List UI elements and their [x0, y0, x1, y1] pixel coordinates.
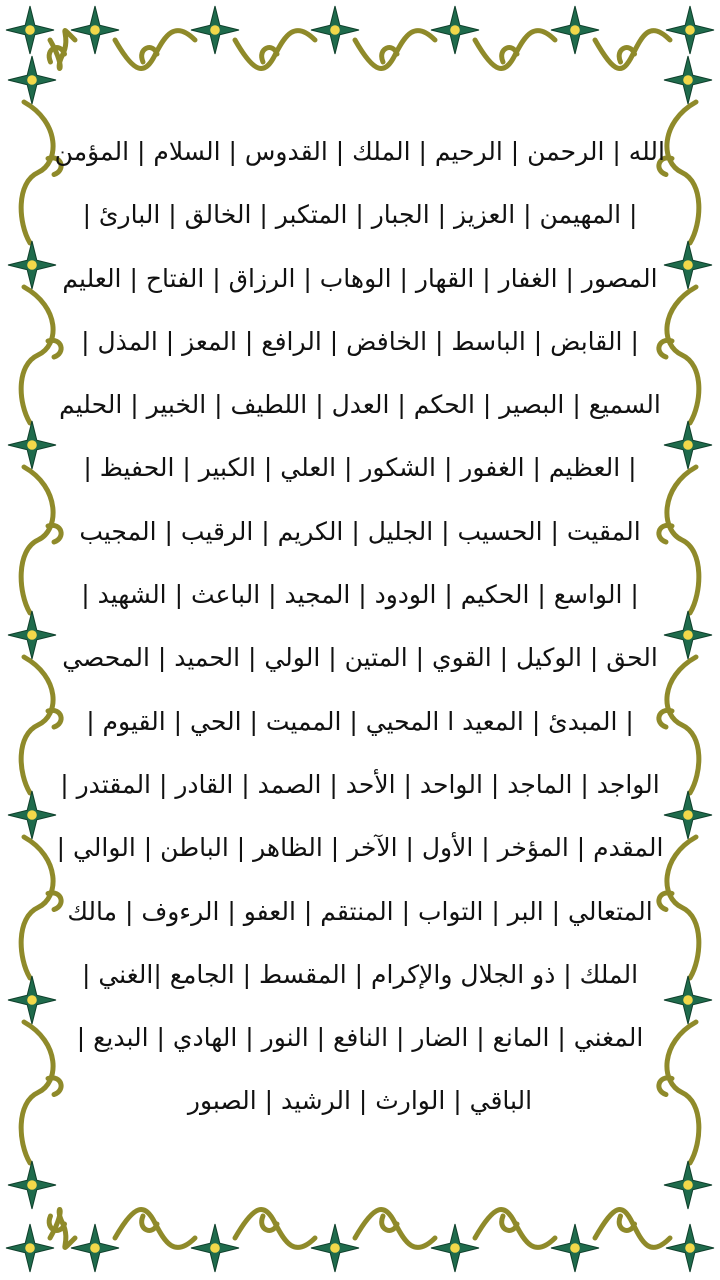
- star-ornament-icon: [664, 611, 712, 659]
- text-line: | الواسع | الحكيم | الودود | المجيد | الباعث | الشهيد |: [81, 580, 639, 610]
- star-ornament-icon: [664, 421, 712, 469]
- star-ornament-icon: [664, 791, 712, 839]
- star-ornament-icon: [8, 421, 56, 469]
- vine-scroll: [21, 102, 53, 243]
- text-line: المقدم | المؤخر | الأول | الآخر | الظاهر | الباطن | الوالي |: [56, 833, 664, 863]
- text-line: | العظيم | الغفور | الشكور | العلي | الكبير | الحفيظ |: [83, 453, 637, 483]
- text-line: الحق | الوكيل | القوي | المتين | الولي | الحميد | المحصي: [62, 643, 658, 673]
- star-ornament-icon: [431, 6, 479, 54]
- star-ornament-icon: [664, 976, 712, 1024]
- star-ornament-icon: [664, 241, 712, 289]
- vine-scroll: [21, 287, 53, 423]
- star-ornament-icon: [431, 1224, 479, 1272]
- vine-scroll: [667, 1022, 699, 1163]
- star-ornament-icon: [8, 791, 56, 839]
- text-line: | المهيمن | العزيز | الجبار | المتكبر | الخالق | البارئ |: [82, 200, 638, 230]
- star-ornament-icon: [191, 1224, 239, 1272]
- vine-scroll: [667, 837, 699, 978]
- text-line: المقيت | الحسيب | الجليل | الكريم | الرقيب | المجيب: [79, 516, 641, 546]
- star-ornament-icon: [8, 976, 56, 1024]
- vine-scroll: [667, 102, 699, 243]
- text-line: الله | الرحمن | الرحيم | الملك | القدوس | السلام | المؤمن: [55, 137, 665, 166]
- text-line: | المبدئ | المعيد ا المحيي | المميت | الحي | القيوم |: [86, 706, 634, 736]
- text-line: المتعالي | البر | التواب | المنتقم | العفو | الرءوف | مالك: [67, 896, 653, 926]
- names-of-allah-text: [55, 120, 665, 1130]
- vine-scroll: [21, 1022, 53, 1163]
- text-line: الملك | ذو الجلال والإكرام | المقسط | الجامع |الغني |: [81, 959, 639, 989]
- star-ornament-icon: [551, 6, 599, 54]
- text-line: المغني | المانع | الضار | النافع | النور | الهادي | البديع |: [76, 1023, 644, 1053]
- text-line: الواجد | الماجد | الواحد | الأحد | الصمد | القادر | المقتدر |: [60, 769, 660, 799]
- text-line: الباقي | الوارث | الرشيد | الصبور: [187, 1086, 533, 1116]
- star-ornament-icon: [6, 6, 54, 54]
- star-ornament-icon: [71, 6, 119, 54]
- vine-scroll: [21, 837, 53, 978]
- star-ornament-icon: [664, 56, 712, 104]
- text-line: المصور | الغفار | القهار | الوهاب | الرزاق | الفتاح | العليم: [62, 263, 658, 293]
- star-ornament-icon: [551, 1224, 599, 1272]
- vine-scroll: [21, 467, 53, 613]
- star-ornament-icon: [311, 6, 359, 54]
- star-ornament-icon: [664, 1161, 712, 1209]
- vine-scroll: [667, 287, 699, 423]
- vine-scroll: [667, 657, 699, 793]
- star-ornament-icon: [8, 1161, 56, 1209]
- star-ornament-icon: [8, 611, 56, 659]
- star-ornament-icon: [8, 241, 56, 289]
- star-ornament-icon: [311, 1224, 359, 1272]
- star-ornament-icon: [6, 1224, 54, 1272]
- vine-scroll: [667, 467, 699, 613]
- star-ornament-icon: [71, 1224, 119, 1272]
- star-ornament-icon: [666, 6, 714, 54]
- star-ornament-icon: [666, 1224, 714, 1272]
- text-line: | القابض | الباسط | الخافض | الرافع | المعز | المذل |: [81, 326, 639, 356]
- star-ornament-icon: [191, 6, 239, 54]
- text-line: السميع | البصير | الحكم | العدل | اللطيف | الخبير | الحليم: [59, 390, 661, 420]
- vine-scroll: [21, 657, 53, 793]
